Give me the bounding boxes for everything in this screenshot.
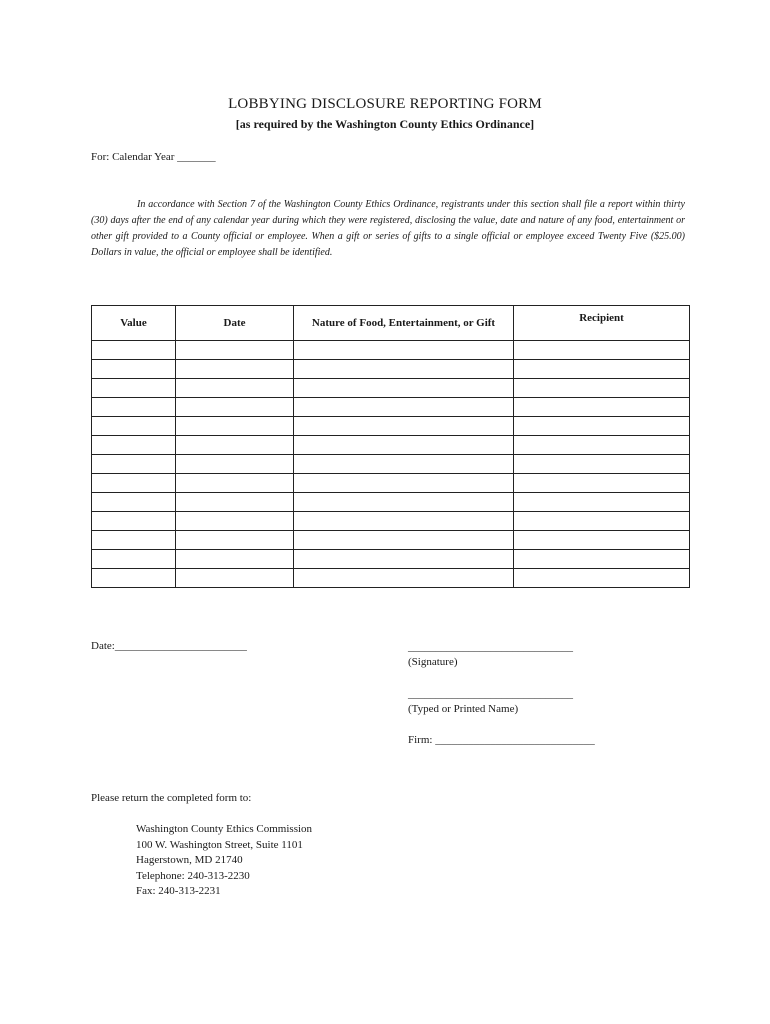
table-row (92, 379, 690, 398)
nature-cell[interactable] (294, 398, 514, 417)
column-header-recipient: Recipient (514, 306, 690, 341)
nature-cell[interactable] (294, 455, 514, 474)
recipient-cell[interactable] (514, 531, 690, 550)
date-signature-field[interactable]: Date:________________________ (91, 640, 247, 652)
value-cell[interactable] (92, 512, 176, 531)
nature-cell[interactable] (294, 417, 514, 436)
nature-cell[interactable] (294, 379, 514, 398)
recipient-cell[interactable] (514, 455, 690, 474)
table-row (92, 398, 690, 417)
signature-line[interactable]: ______________________________ (408, 641, 573, 653)
nature-cell[interactable] (294, 550, 514, 569)
date-cell[interactable] (176, 569, 294, 588)
address-line-telephone: Telephone: 240-313-2230 (136, 869, 250, 882)
recipient-cell[interactable] (514, 417, 690, 436)
date-cell[interactable] (176, 341, 294, 360)
printed-name-caption: (Typed or Printed Name) (408, 703, 519, 715)
value-cell[interactable] (92, 360, 176, 379)
signature-caption: (Signature) (408, 656, 458, 668)
column-header-value: Value (92, 306, 176, 341)
recipient-cell[interactable] (514, 379, 690, 398)
table-header-row (92, 306, 690, 341)
table-row (92, 531, 690, 550)
table-row (92, 569, 690, 588)
value-cell[interactable] (92, 569, 176, 588)
date-cell[interactable] (176, 436, 294, 455)
recipient-cell[interactable] (514, 569, 690, 588)
nature-cell[interactable] (294, 360, 514, 379)
table-row (92, 455, 690, 474)
disclosure-table (91, 305, 690, 588)
table-row (92, 341, 690, 360)
recipient-cell[interactable] (514, 360, 690, 379)
table-row (92, 550, 690, 569)
recipient-cell[interactable] (514, 436, 690, 455)
value-cell[interactable] (92, 398, 176, 417)
instructions-paragraph: In accordance with Section 7 of the Washington County Ethics Ordinance, registrants under this section shall file a report within thirty (30) days after the end of any calendar year during which they were registered, disclosing the value, date and nature of any food, entertainment or other gift provided to a County official or employee. When a gift or series of gifts to a single official or employee exceed Twenty Five ($25.00) Dollars in value, the official or employee shall be identified. (91, 199, 685, 258)
nature-cell[interactable] (294, 493, 514, 512)
address-line-fax: Fax: 240-313-2231 (136, 885, 221, 897)
date-cell[interactable] (176, 379, 294, 398)
value-cell[interactable] (92, 417, 176, 436)
column-header-date: Date (176, 306, 294, 341)
recipient-cell[interactable] (514, 493, 690, 512)
address-line-organization: Washington County Ethics Commission (136, 823, 313, 835)
address-line-city: Hagerstown, MD 21740 (136, 854, 243, 866)
date-cell[interactable] (176, 455, 294, 474)
value-cell[interactable] (92, 379, 176, 398)
date-cell[interactable] (176, 398, 294, 417)
date-cell[interactable] (176, 531, 294, 550)
value-cell[interactable] (92, 474, 176, 493)
table-row (92, 474, 690, 493)
form-subtitle: [as required by the Washington County Ethics Ordinance] (235, 117, 535, 131)
date-cell[interactable] (176, 360, 294, 379)
address-line-street: 100 W. Washington Street, Suite 1101 (136, 838, 303, 851)
value-cell[interactable] (92, 455, 176, 474)
nature-cell[interactable] (294, 569, 514, 588)
nature-cell[interactable] (294, 341, 514, 360)
table-row (92, 360, 690, 379)
nature-cell[interactable] (294, 474, 514, 493)
value-cell[interactable] (92, 493, 176, 512)
recipient-cell[interactable] (514, 398, 690, 417)
table-row (92, 512, 690, 531)
date-cell[interactable] (176, 493, 294, 512)
table-body (92, 341, 690, 588)
value-cell[interactable] (92, 550, 176, 569)
calendar-year-field[interactable]: For: Calendar Year _______ (91, 151, 216, 163)
date-cell[interactable] (176, 417, 294, 436)
form-title: LOBBYING DISCLOSURE REPORTING FORM (228, 96, 542, 112)
value-cell[interactable] (92, 436, 176, 455)
recipient-cell[interactable] (514, 550, 690, 569)
return-instruction: Please return the completed form to: (91, 792, 252, 804)
value-cell[interactable] (92, 341, 176, 360)
table-row (92, 417, 690, 436)
nature-cell[interactable] (294, 512, 514, 531)
date-cell[interactable] (176, 550, 294, 569)
recipient-cell[interactable] (514, 474, 690, 493)
nature-cell[interactable] (294, 436, 514, 455)
table-row (92, 436, 690, 455)
mailing-address (136, 822, 312, 900)
nature-cell[interactable] (294, 531, 514, 550)
printed-name-line[interactable]: ______________________________ (408, 688, 573, 700)
recipient-cell[interactable] (514, 341, 690, 360)
recipient-cell[interactable] (514, 512, 690, 531)
date-cell[interactable] (176, 512, 294, 531)
column-header-nature: Nature of Food, Entertainment, or Gift (294, 306, 514, 341)
date-cell[interactable] (176, 474, 294, 493)
firm-field[interactable]: Firm: _____________________________ (408, 734, 595, 746)
value-cell[interactable] (92, 531, 176, 550)
table-row (92, 493, 690, 512)
